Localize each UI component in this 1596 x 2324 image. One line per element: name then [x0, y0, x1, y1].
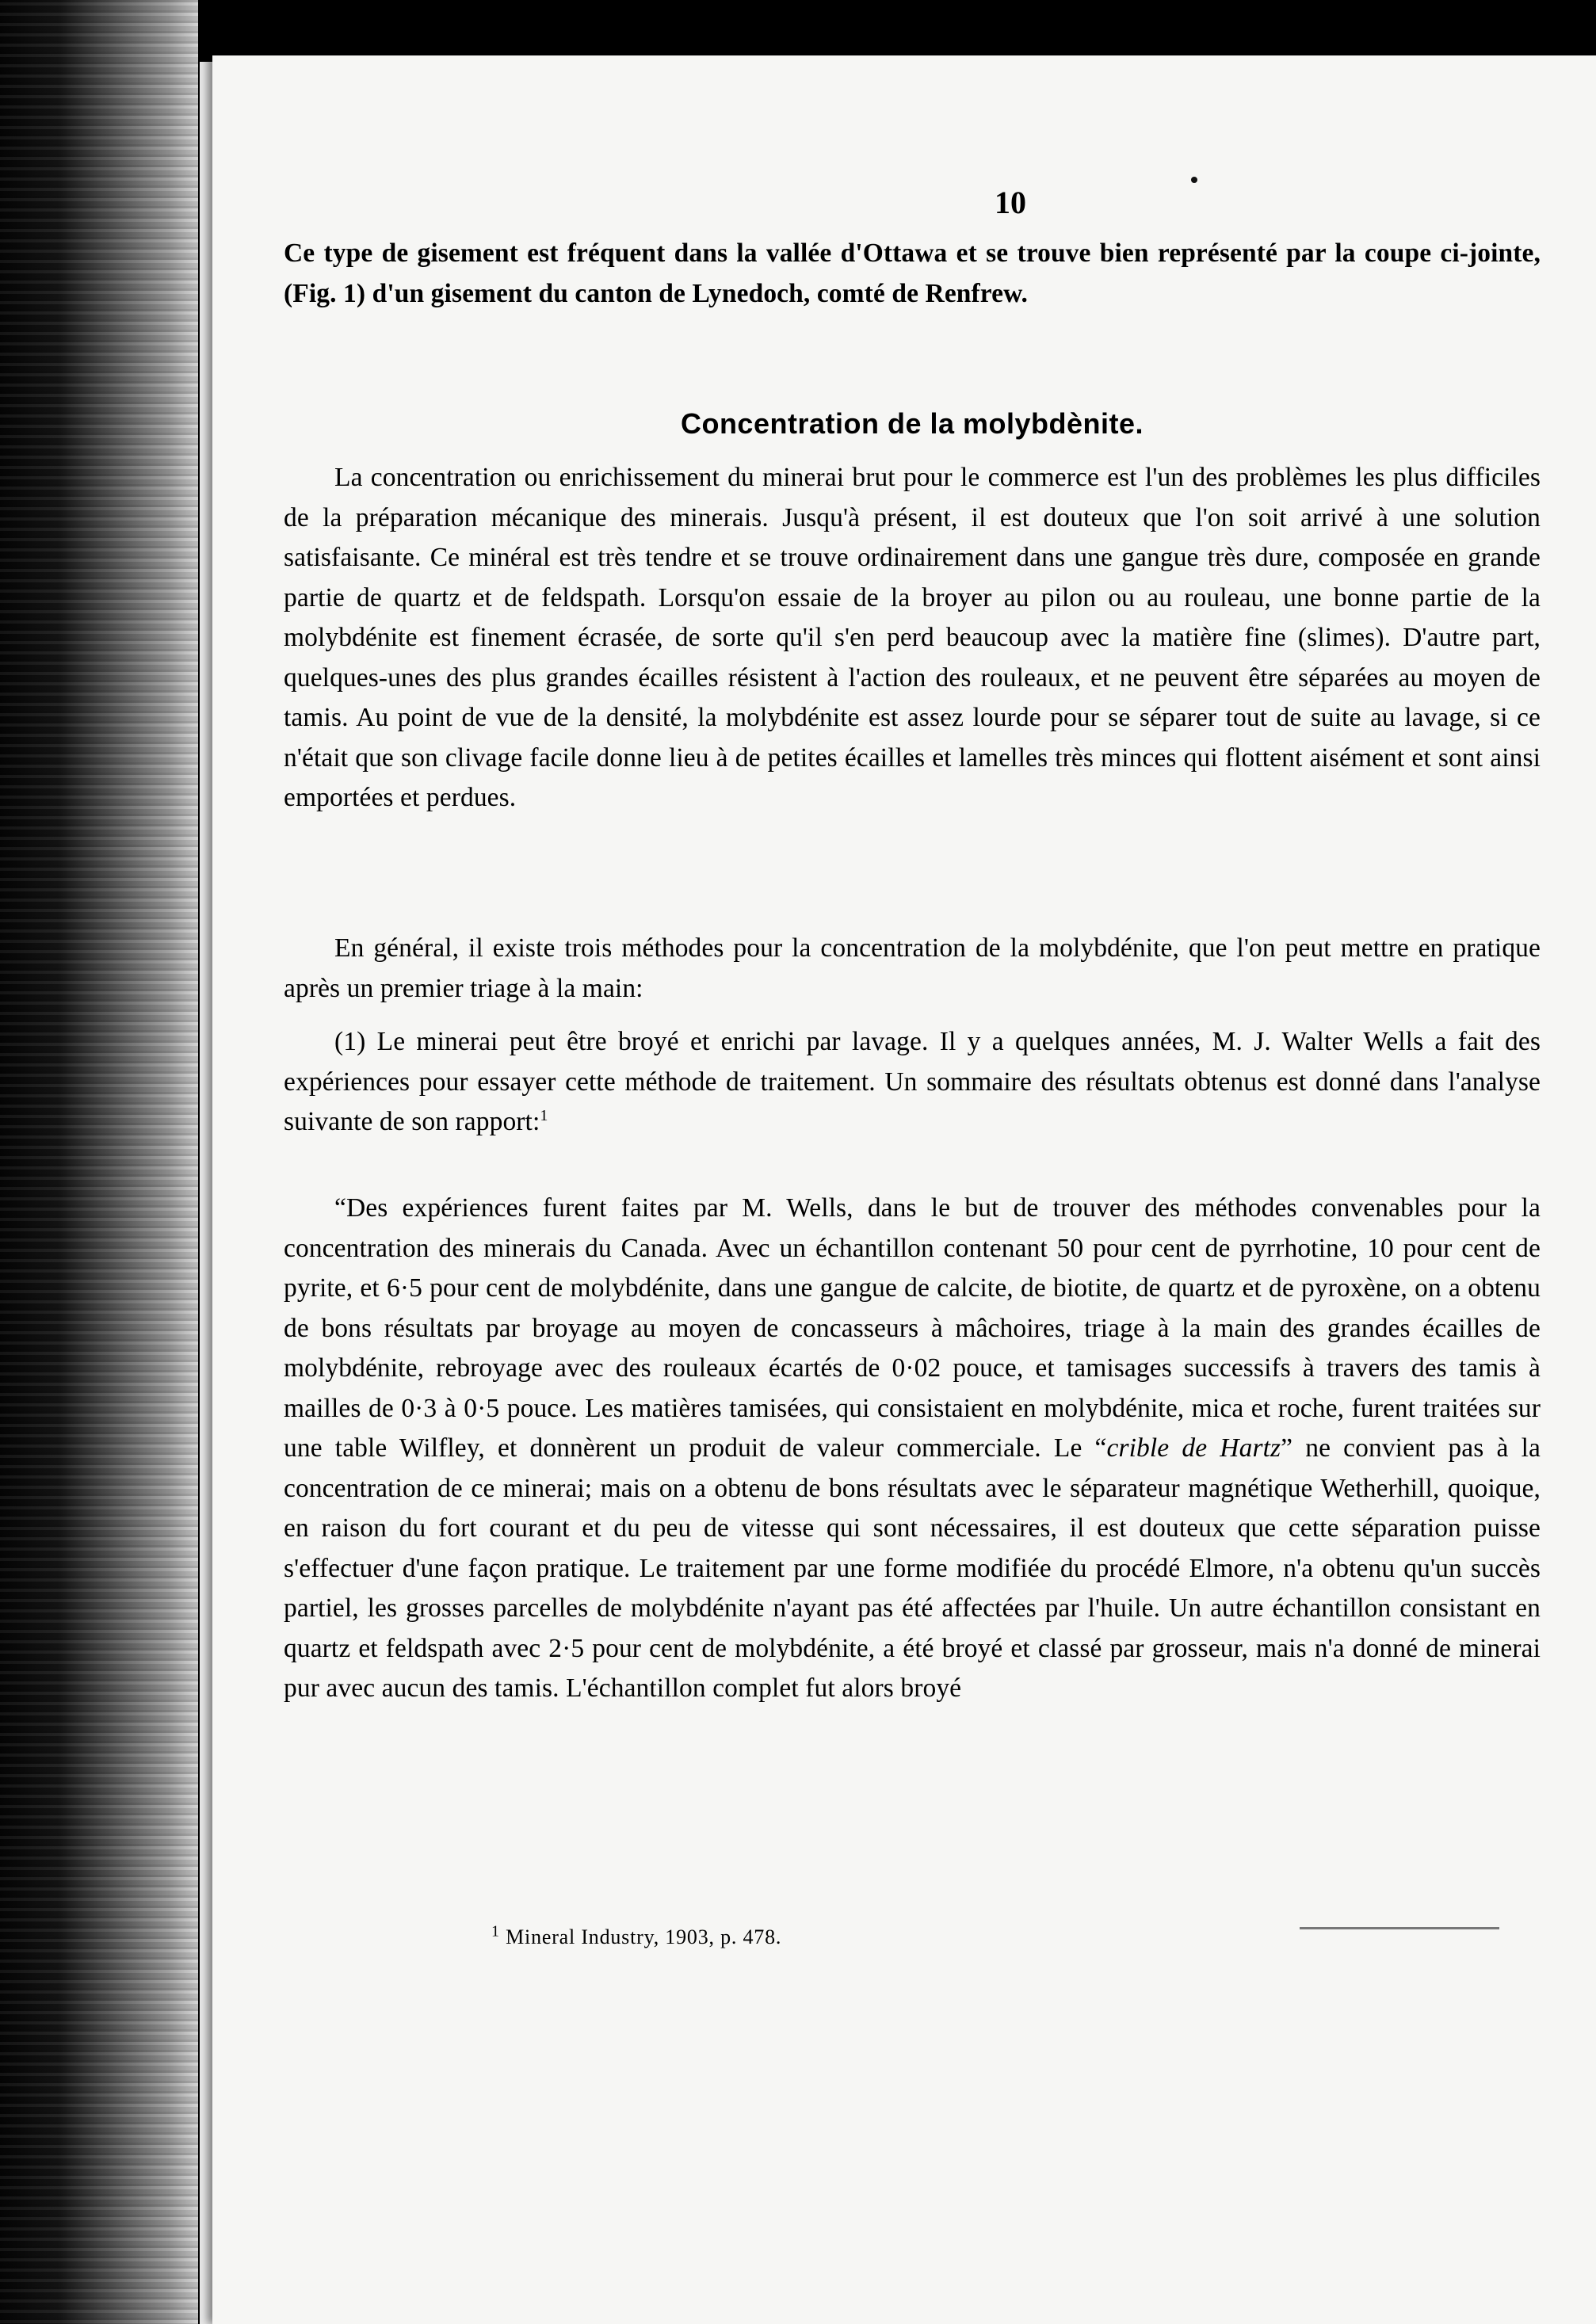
- footnote-text: Mineral Industry, 1903, p. 478.: [506, 1925, 782, 1948]
- paragraph-4-text-a: “Des expériences furent faites par M. Wells, dans le but de trouver des méthodes convenables pour la concentration des minerais du Canada. Avec un échantillon contenant 50 pour cent de pyrrhotine, 10 pour cent de pyrite, et 6·5 pour cent de molybdénite, dans une gangue de calcite, de biotite, de quartz et de pyroxène, on a obtenu de bons résultats par broyage au moyen de concasseurs à mâchoires, triage à la main des grandes écailles de molybdénite, rebroyage avec des rouleaux écartés de 0·02 pouce, et tamisages successifs à travers des tamis à mailles de 0·3 à 0·5 pouce. Les matières tamisées, qui consistaient en molybdénite, mica et roche, furent traitées sur une table Wilfley, et donnèrent un produit de valeur commerciale. Le “: [284, 1193, 1541, 1463]
- paragraph-4-text-b: ” ne convient pas à la concentration de ce minerai; mais on a obtenu de bons résultats avec le séparateur magnétique Wetherhill, quoique, en raison du fort courant et du peu de vitesse qui sont nécessaires, il est douteux que cette séparation puisse s'effectuer d'une façon pratique. Le traitement par une forme modifiée du procédé Elmore, n'a obtenu qu'un succès partiel, les grosses parcelles de molybdénite n'ayant pas été affectées par l'huile. Un autre échantillon consistant en quartz et feldspath avec 2·5 pour cent de molybdénite, a été broyé et classé par grosseur, mais n'a donné de minerai pur avec aucun des tamis. L'échantillon complet fut alors broyé: [284, 1433, 1541, 1703]
- page-number: 10: [995, 185, 1026, 220]
- paragraph-3-text: (1) Le minerai peut être broyé et enrichi par lavage. Il y a quelques années, M. J. Walter Wells a fait des expériences pour essayer cette méthode de traitement. Un sommaire des résultats obtenus est donné dans l'analyse suivante de son rapport:: [284, 1027, 1541, 1136]
- paragraph-4: [284, 1189, 1541, 1709]
- microfilm-left-edge: [0, 0, 198, 2324]
- ink-dot: [1191, 177, 1197, 183]
- paragraph-3: [284, 1022, 1541, 1143]
- section-heading: Concentration de la molybdènite.: [680, 407, 1144, 440]
- intro-paragraph: Ce type de gisement est fréquent dans la vallée d'Ottawa et se trouve bien représenté par la coupe ci-jointe, (Fig. 1) d'un gisement du canton de Lynedoch, comté de Renfrew.: [284, 239, 1541, 308]
- paragraph-2: En général, il existe trois méthodes pour la concentration de la molybdénite, que l'on peut mettre en pratique après un premier triage à la main:: [284, 933, 1541, 1003]
- paragraph-4-italic-term: crible de Hartz: [1106, 1433, 1281, 1463]
- footnote-rule: [1300, 1927, 1499, 1929]
- footnote: [491, 1922, 782, 1949]
- footnote-marker: 1: [491, 1922, 500, 1940]
- footnote-reference: 1: [540, 1106, 548, 1124]
- paragraph-1: La concentration ou enrichissement du minerai brut pour le commerce est l'un des problèmes les plus difficiles de la préparation mécanique des minerais. Jusqu'à présent, il est douteux que l'on soit arrivé à une solution satisfaisante. Ce minéral est très tendre et se trouve ordinairement dans une gangue très dure, composée en grande partie de quartz et de feldspath. Lorsqu'on essaie de la broyer au pilon ou au rouleau, une bonne partie de la molybdénite est finement écrasée, de sorte qu'il s'en perd beaucoup avec la matière fine (slimes). D'autre part, quelques-unes des plus grandes écailles résistent à l'action des rouleaux, et ne peuvent être séparées au moyen de tamis. Au point de vue de la densité, la molybdénite est assez lourde pour se séparer tout de suite au lavage, si ce n'était que son clivage facile donne lieu à de petites écailles et lamelles très minces qui flottent aisément et sont ainsi emportées et perdues.: [284, 463, 1541, 812]
